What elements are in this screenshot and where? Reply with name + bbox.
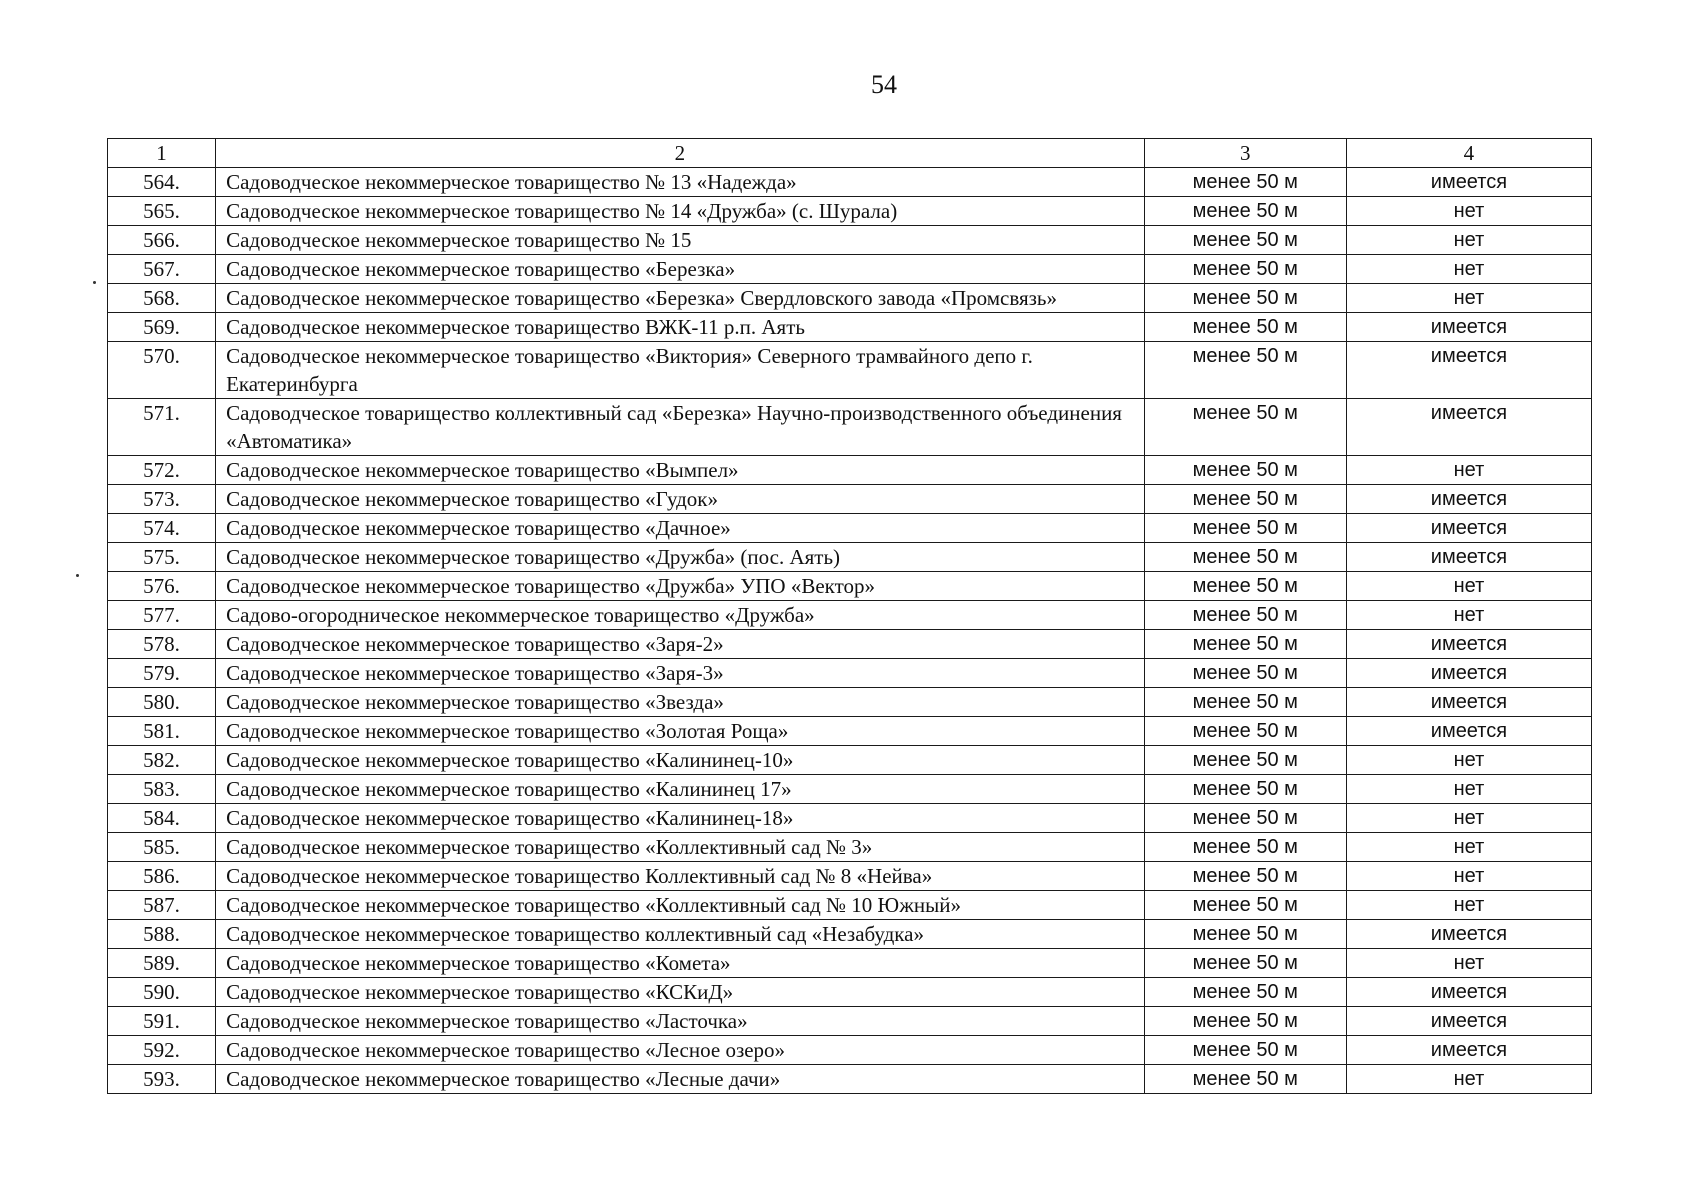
table-row <box>108 833 1592 862</box>
distance-value: менее 50 м <box>1144 920 1346 949</box>
organization-name: Садово-огородническое некоммерческое товарищество «Дружба» <box>216 601 1145 630</box>
organization-name: Садоводческое некоммерческое товарищество «Лесное озеро» <box>216 1036 1145 1065</box>
distance-value: менее 50 м <box>1144 630 1346 659</box>
availability-value: имеется <box>1346 688 1591 717</box>
distance-value: менее 50 м <box>1144 775 1346 804</box>
availability-value: имеется <box>1346 543 1591 572</box>
availability-value: имеется <box>1346 1007 1591 1036</box>
organization-name: Садоводческое некоммерческое товарищество «Звезда» <box>216 688 1145 717</box>
row-number: 578. <box>108 630 216 659</box>
organization-name: Садоводческое некоммерческое товарищество «Ласточка» <box>216 1007 1145 1036</box>
document-table <box>107 138 1592 1094</box>
row-number: 571. <box>108 399 216 456</box>
table-row <box>108 1007 1592 1036</box>
row-number: 576. <box>108 572 216 601</box>
distance-value: менее 50 м <box>1144 949 1346 978</box>
row-number: 589. <box>108 949 216 978</box>
availability-value: имеется <box>1346 920 1591 949</box>
availability-value: нет <box>1346 862 1591 891</box>
row-number: 591. <box>108 1007 216 1036</box>
row-number: 585. <box>108 833 216 862</box>
row-number: 568. <box>108 284 216 313</box>
organization-name: Садоводческое некоммерческое товарищество Коллективный сад № 8 «Нейва» <box>216 862 1145 891</box>
organization-name: Садоводческое некоммерческое товарищество «Калининец-10» <box>216 746 1145 775</box>
availability-value: имеется <box>1346 168 1591 197</box>
row-number: 570. <box>108 342 216 399</box>
table-row <box>108 601 1592 630</box>
table-row <box>108 804 1592 833</box>
availability-value: имеется <box>1346 1036 1591 1065</box>
organization-name: Садоводческое некоммерческое товарищество «Дружба» (пос. Аять) <box>216 543 1145 572</box>
table-row <box>108 775 1592 804</box>
organization-name: Садоводческое некоммерческое товарищество № 15 <box>216 226 1145 255</box>
scan-speck <box>93 281 96 284</box>
availability-value: имеется <box>1346 978 1591 1007</box>
organization-name: Садоводческое некоммерческое товарищество «Заря-3» <box>216 659 1145 688</box>
distance-value: менее 50 м <box>1144 485 1346 514</box>
scan-speck <box>76 574 79 577</box>
organization-name: Садоводческое товарищество коллективный сад «Березка» Научно-производственного объединения «Автоматика» <box>216 399 1145 456</box>
distance-value: менее 50 м <box>1144 399 1346 456</box>
availability-value: нет <box>1346 197 1591 226</box>
organization-name: Садоводческое некоммерческое товарищество № 13 «Надежда» <box>216 168 1145 197</box>
availability-value: имеется <box>1346 659 1591 688</box>
row-number: 566. <box>108 226 216 255</box>
row-number: 584. <box>108 804 216 833</box>
availability-value: имеется <box>1346 630 1591 659</box>
row-number: 582. <box>108 746 216 775</box>
organization-name: Садоводческое некоммерческое товарищество «Гудок» <box>216 485 1145 514</box>
table-row <box>108 1065 1592 1094</box>
distance-value: менее 50 м <box>1144 891 1346 920</box>
column-header-3: 3 <box>1144 139 1346 168</box>
distance-value: менее 50 м <box>1144 456 1346 485</box>
organization-name: Садоводческое некоммерческое товарищество «Заря-2» <box>216 630 1145 659</box>
table-header-row <box>108 139 1592 168</box>
availability-value: нет <box>1346 1065 1591 1094</box>
organization-name: Садоводческое некоммерческое товарищество ВЖК-11 р.п. Аять <box>216 313 1145 342</box>
column-header-4: 4 <box>1346 139 1591 168</box>
organization-name: Садоводческое некоммерческое товарищество «Вымпел» <box>216 456 1145 485</box>
row-number: 564. <box>108 168 216 197</box>
row-number: 579. <box>108 659 216 688</box>
organization-name: Садоводческое некоммерческое товарищество № 14 «Дружба» (с. Шурала) <box>216 197 1145 226</box>
organization-name: Садоводческое некоммерческое товарищество «Лесные дачи» <box>216 1065 1145 1094</box>
column-header-2: 2 <box>216 139 1145 168</box>
table-row <box>108 688 1592 717</box>
page-number: 54 <box>871 70 897 99</box>
row-number: 569. <box>108 313 216 342</box>
row-number: 567. <box>108 255 216 284</box>
availability-value: нет <box>1346 833 1591 862</box>
distance-value: менее 50 м <box>1144 1065 1346 1094</box>
table-row <box>108 168 1592 197</box>
table-row <box>108 891 1592 920</box>
availability-value: нет <box>1346 775 1591 804</box>
table-row <box>108 456 1592 485</box>
row-number: 583. <box>108 775 216 804</box>
row-number: 574. <box>108 514 216 543</box>
organization-name: Садоводческое некоммерческое товарищество «Дачное» <box>216 514 1145 543</box>
row-number: 573. <box>108 485 216 514</box>
availability-value: нет <box>1346 255 1591 284</box>
row-number: 565. <box>108 197 216 226</box>
organization-name: Садоводческое некоммерческое товарищество «Березка» Свердловского завода «Промсвязь» <box>216 284 1145 313</box>
table-row <box>108 1036 1592 1065</box>
organization-name: Садоводческое некоммерческое товарищество «Коллективный сад № 3» <box>216 833 1145 862</box>
distance-value: менее 50 м <box>1144 342 1346 399</box>
distance-value: менее 50 м <box>1144 572 1346 601</box>
organization-name: Садоводческое некоммерческое товарищество «Березка» <box>216 255 1145 284</box>
distance-value: менее 50 м <box>1144 833 1346 862</box>
table-row <box>108 862 1592 891</box>
table-row <box>108 485 1592 514</box>
distance-value: менее 50 м <box>1144 255 1346 284</box>
organization-name: Садоводческое некоммерческое товарищество «КСКиД» <box>216 978 1145 1007</box>
availability-value: нет <box>1346 572 1591 601</box>
availability-value: нет <box>1346 284 1591 313</box>
row-number: 593. <box>108 1065 216 1094</box>
availability-value: нет <box>1346 949 1591 978</box>
distance-value: менее 50 м <box>1144 197 1346 226</box>
organization-name: Садоводческое некоммерческое товарищество «Коллективный сад № 10 Южный» <box>216 891 1145 920</box>
row-number: 586. <box>108 862 216 891</box>
table-row <box>108 572 1592 601</box>
availability-value: нет <box>1346 891 1591 920</box>
row-number: 581. <box>108 717 216 746</box>
distance-value: менее 50 м <box>1144 313 1346 342</box>
distance-value: менее 50 м <box>1144 746 1346 775</box>
distance-value: менее 50 м <box>1144 717 1346 746</box>
row-number: 587. <box>108 891 216 920</box>
table-row <box>108 399 1592 456</box>
table-row <box>108 284 1592 313</box>
organization-name: Садоводческое некоммерческое товарищество «Виктория» Северного трамвайного депо г. Екатеринбурга <box>216 342 1145 399</box>
row-number: 590. <box>108 978 216 1007</box>
distance-value: менее 50 м <box>1144 226 1346 255</box>
distance-value: менее 50 м <box>1144 978 1346 1007</box>
table-row <box>108 342 1592 399</box>
distance-value: менее 50 м <box>1144 284 1346 313</box>
table-row <box>108 226 1592 255</box>
organization-name: Садоводческое некоммерческое товарищество «Калининец 17» <box>216 775 1145 804</box>
table-row <box>108 746 1592 775</box>
table-row <box>108 717 1592 746</box>
distance-value: менее 50 м <box>1144 862 1346 891</box>
row-number: 588. <box>108 920 216 949</box>
row-number: 572. <box>108 456 216 485</box>
availability-value: нет <box>1346 226 1591 255</box>
table-row <box>108 920 1592 949</box>
column-header-1: 1 <box>108 139 216 168</box>
availability-value: имеется <box>1346 717 1591 746</box>
table-header <box>108 139 1592 168</box>
table-row <box>108 255 1592 284</box>
distance-value: менее 50 м <box>1144 688 1346 717</box>
table-row <box>108 197 1592 226</box>
table-row <box>108 543 1592 572</box>
table-row <box>108 630 1592 659</box>
distance-value: менее 50 м <box>1144 168 1346 197</box>
availability-value: имеется <box>1346 342 1591 399</box>
table-row <box>108 313 1592 342</box>
table-row <box>108 659 1592 688</box>
table-row <box>108 978 1592 1007</box>
availability-value: нет <box>1346 456 1591 485</box>
availability-value: нет <box>1346 746 1591 775</box>
distance-value: менее 50 м <box>1144 514 1346 543</box>
distance-value: менее 50 м <box>1144 1007 1346 1036</box>
organization-name: Садоводческое некоммерческое товарищество «Калининец-18» <box>216 804 1145 833</box>
organization-name: Садоводческое некоммерческое товарищество «Комета» <box>216 949 1145 978</box>
distance-value: менее 50 м <box>1144 659 1346 688</box>
availability-value: имеется <box>1346 514 1591 543</box>
table-body <box>108 168 1592 1094</box>
organization-name: Садоводческое некоммерческое товарищество «Дружба» УПО «Вектор» <box>216 572 1145 601</box>
distance-value: менее 50 м <box>1144 804 1346 833</box>
availability-value: имеется <box>1346 313 1591 342</box>
row-number: 575. <box>108 543 216 572</box>
organization-name: Садоводческое некоммерческое товарищество коллективный сад «Незабудка» <box>216 920 1145 949</box>
row-number: 580. <box>108 688 216 717</box>
distance-value: менее 50 м <box>1144 601 1346 630</box>
distance-value: менее 50 м <box>1144 1036 1346 1065</box>
availability-value: имеется <box>1346 485 1591 514</box>
distance-value: менее 50 м <box>1144 543 1346 572</box>
table-row <box>108 514 1592 543</box>
row-number: 577. <box>108 601 216 630</box>
table-row <box>108 949 1592 978</box>
row-number: 592. <box>108 1036 216 1065</box>
availability-value: нет <box>1346 804 1591 833</box>
organization-name: Садоводческое некоммерческое товарищество «Золотая Роща» <box>216 717 1145 746</box>
availability-value: имеется <box>1346 399 1591 456</box>
availability-value: нет <box>1346 601 1591 630</box>
